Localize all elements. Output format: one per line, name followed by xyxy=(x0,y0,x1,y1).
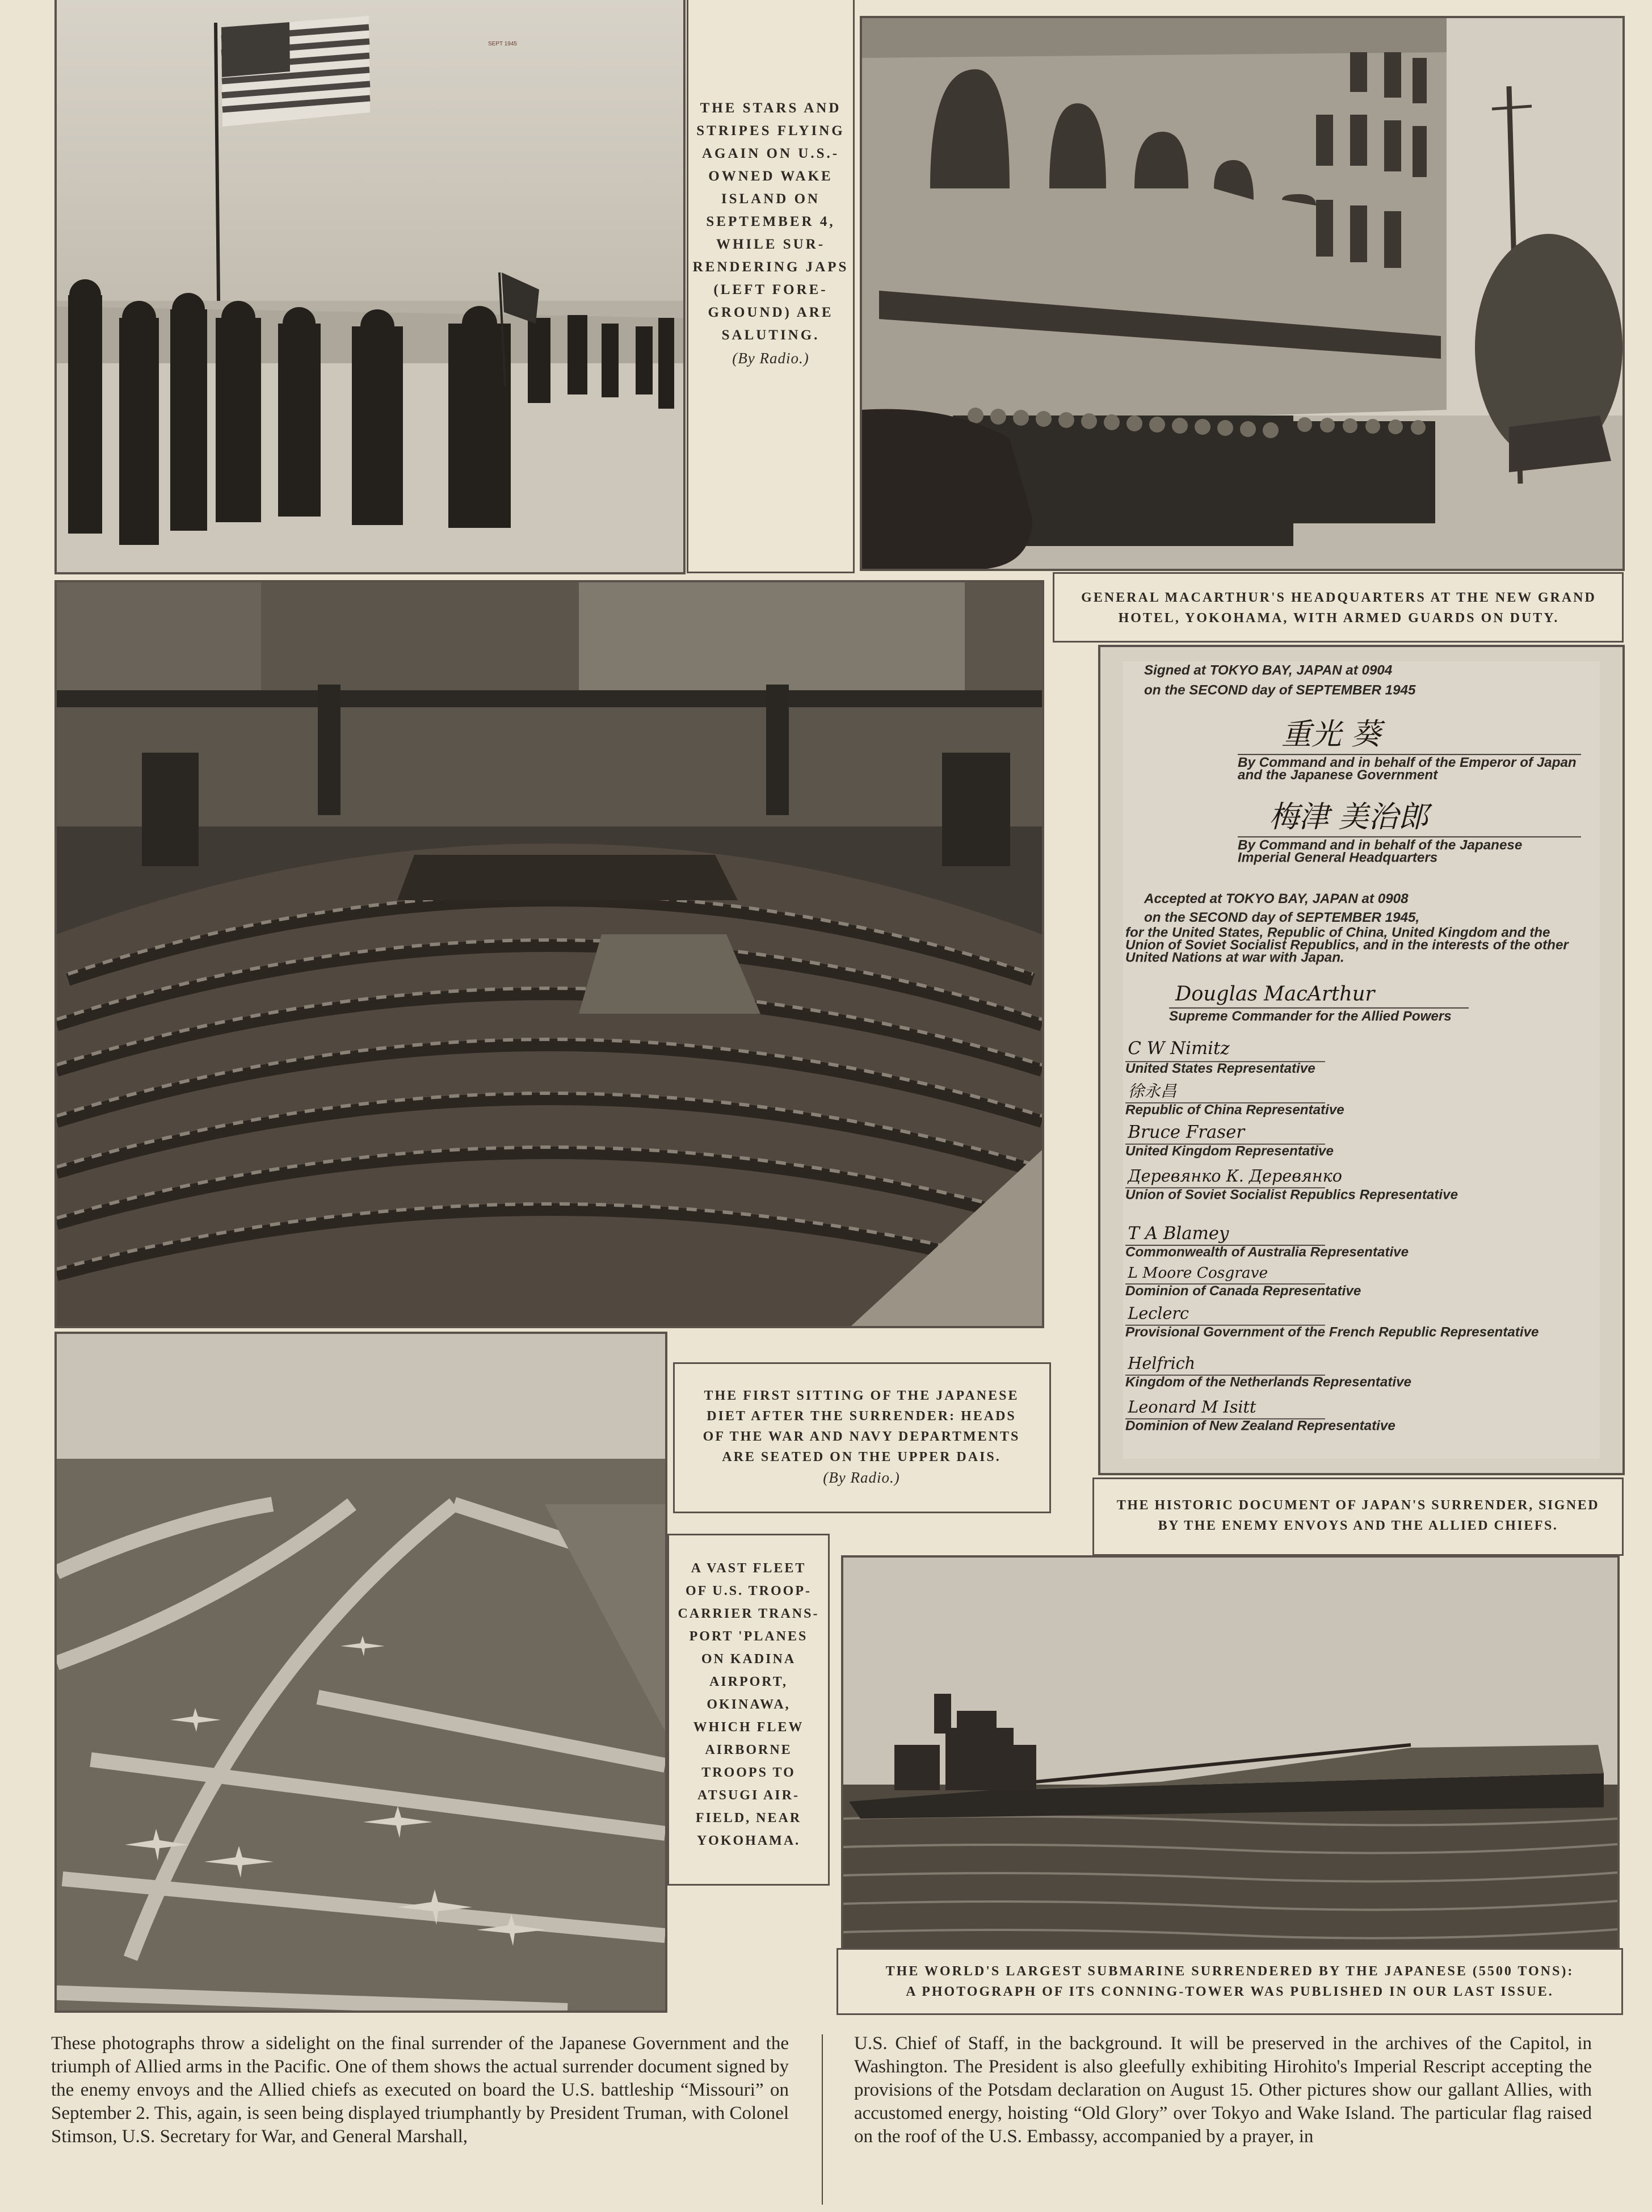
diet-photo xyxy=(54,580,1044,1328)
doc-accepted-at: Accepted at TOKYO BAY, JAPAN at 0908 xyxy=(1144,891,1409,906)
diet-caption-box xyxy=(673,1362,1051,1513)
fleet-caption-line: PORT 'PLANES xyxy=(689,1629,808,1644)
submarine-caption-line: A PHOTOGRAPH OF ITS CONNING-TOWER WAS PUBLISHED IN OUR LAST ISSUE. xyxy=(906,1984,1554,1999)
doc-note: Union of Soviet Socialist Republics, and in the interests of the other xyxy=(1125,937,1569,953)
doc-note: Supreme Commander for the Allied Powers xyxy=(1169,1008,1452,1024)
fleet-caption-line: CARRIER TRANS- xyxy=(678,1606,819,1621)
fleet-caption-line: AIRPORT, xyxy=(709,1674,788,1689)
wake-island-photo xyxy=(54,0,686,574)
document-caption xyxy=(1104,1495,1612,1536)
doc-rep-label: United States Representative xyxy=(1125,1061,1315,1077)
wake-caption-line: SALUTING. xyxy=(721,328,820,343)
article-column-2: U.S. Chief of Staff, in the background. It will be preserved in the archives of the Capitol, in Washington. The President is also gleefully exhibiting Hirohito's Imperial Rescript accepting the provisions of the Potsdam declaration on August 15. Other pictures show our gallant Allies, with accustomed energy, hoisting “Old Glory” over Tokyo and Wake Island. The particular flag raised on the roof of the U.S. Embassy, accompanied by a prayer, in xyxy=(854,2033,1592,2147)
wake-caption-line: AGAIN ON U.S.- xyxy=(701,146,840,161)
hq-caption-line: GENERAL MACARTHUR'S HEADQUARTERS AT THE NEW GRAND xyxy=(1081,590,1596,605)
doc-rep-signature: Helfrich xyxy=(1128,1353,1196,1373)
doc-rep-signature: Деревянко К. Деревянко xyxy=(1128,1166,1342,1186)
fleet-caption-line: OKINAWA, xyxy=(707,1697,791,1712)
kadina-airport-photo xyxy=(54,1332,667,2013)
wake-photo-mark: SEPT 1945 xyxy=(488,41,517,47)
wake-caption-line: GROUND) ARE xyxy=(708,305,834,320)
wake-caption-line: (LEFT FORE- xyxy=(713,282,828,297)
wake-caption-line: RENDERING JAPS xyxy=(692,259,849,275)
diet-caption-line: THE FIRST SITTING OF THE JAPANESE xyxy=(704,1388,1019,1403)
doc-rep-signature: C W Nimitz xyxy=(1128,1038,1230,1059)
doc-rep-label: Dominion of Canada Representative xyxy=(1125,1283,1361,1299)
fleet-caption-line: A VAST FLEET xyxy=(691,1561,806,1576)
submarine-caption-box xyxy=(836,1948,1623,2015)
doc-rep-label: Republic of China Representative xyxy=(1125,1102,1344,1118)
document-caption-box xyxy=(1092,1478,1624,1556)
diet-caption-credit: (By Radio.) xyxy=(823,1469,900,1486)
submarine-caption-line: THE WORLD'S LARGEST SUBMARINE SURRENDERED BY THE JAPANESE (5500 TONS): xyxy=(885,1964,1574,1979)
wake-caption-line: WHILE SUR- xyxy=(716,237,826,252)
doc-macarthur-signature: Douglas MacArthur xyxy=(1175,982,1375,1006)
doc-note: Imperial General Headquarters xyxy=(1238,850,1438,866)
doc-rep-label: Kingdom of the Netherlands Representative xyxy=(1125,1374,1411,1390)
fleet-caption-box xyxy=(667,1534,830,1886)
doc-signed-on: on the SECOND day of SEPTEMBER 1945 xyxy=(1144,682,1416,698)
wake-caption-credit: (By Radio.) xyxy=(732,350,809,367)
wake-caption-line: ISLAND ON xyxy=(721,191,821,207)
wake-caption-line: SEPTEMBER 4, xyxy=(706,214,835,229)
doc-rep-signature: Leclerc xyxy=(1128,1303,1189,1323)
doc-note: By Command and in behalf of the Japanese xyxy=(1238,837,1523,853)
diet-caption-line: ARE SEATED ON THE UPPER DAIS. xyxy=(722,1450,1001,1464)
doc-rep-label: Dominion of New Zealand Representative xyxy=(1125,1418,1395,1434)
doc-rep-signature: Leonard M Isitt xyxy=(1128,1397,1256,1417)
surrender-document-photo xyxy=(1098,645,1625,1475)
wake-caption-line: OWNED WAKE xyxy=(708,169,833,184)
wake-caption-line: STRIPES FLYING xyxy=(696,123,845,138)
fleet-caption-line: ON KADINA xyxy=(701,1652,796,1667)
wake-caption-line: THE STARS AND xyxy=(700,100,842,116)
doc-note: By Command and in behalf of the Emperor of Japan xyxy=(1238,755,1577,771)
column-divider xyxy=(822,2034,823,2205)
document-caption-line: BY THE ENEMY ENVOYS AND THE ALLIED CHIEFS. xyxy=(1158,1518,1558,1533)
fleet-caption-line: FIELD, NEAR xyxy=(695,1811,802,1825)
hq-caption-box xyxy=(1053,572,1624,643)
fleet-caption xyxy=(669,1557,828,1852)
fleet-caption-line: OF U.S. TROOP- xyxy=(685,1584,812,1598)
doc-note: for the United States, Republic of China, United Kingdom and the xyxy=(1125,925,1550,941)
doc-rep-label: United Kingdom Representative xyxy=(1125,1143,1334,1159)
wake-caption xyxy=(688,97,853,370)
submarine-photo xyxy=(841,1555,1620,1951)
doc-rep-signature: 徐永昌 xyxy=(1128,1081,1177,1101)
diet-caption-line: OF THE WAR AND NAVY DEPARTMENTS xyxy=(703,1429,1020,1444)
document-caption-line: THE HISTORIC DOCUMENT OF JAPAN'S SURRENDER, SIGNED xyxy=(1116,1498,1600,1513)
fleet-caption-line: TROOPS TO xyxy=(701,1765,796,1780)
doc-rep-label: Provisional Government of the French Republic Representative xyxy=(1125,1324,1539,1340)
fleet-caption-line: WHICH FLEW xyxy=(693,1720,804,1735)
doc-shigemitsu-signature: 重光 葵 xyxy=(1281,717,1381,752)
doc-rep-signature: Bruce Fraser xyxy=(1128,1122,1245,1143)
fleet-caption-line: YOKOHAMA. xyxy=(696,1833,801,1848)
doc-rep-signature: T A Blamey xyxy=(1128,1223,1229,1244)
doc-umezu-signature: 梅津 美治郎 xyxy=(1269,799,1428,834)
wake-caption-box xyxy=(687,0,855,573)
fleet-caption-line: AIRBORNE xyxy=(705,1743,792,1757)
doc-accepted-on: on the SECOND day of SEPTEMBER 1945, xyxy=(1144,910,1420,925)
doc-signed-at: Signed at TOKYO BAY, JAPAN at 0904 xyxy=(1144,662,1393,678)
doc-rep-label: Commonwealth of Australia Representative xyxy=(1125,1244,1409,1260)
doc-rep-signature: L Moore Cosgrave xyxy=(1128,1264,1268,1282)
submarine-caption xyxy=(856,1961,1603,2002)
diet-caption-line: DIET AFTER THE SURRENDER: HEADS xyxy=(707,1409,1016,1424)
doc-note: United Nations at war with Japan. xyxy=(1125,950,1344,966)
fleet-caption-line: ATSUGI AIR- xyxy=(697,1788,800,1803)
surrender-document xyxy=(1100,647,1622,1473)
doc-note: and the Japanese Government xyxy=(1238,767,1438,783)
doc-rep-label: Union of Soviet Socialist Republics Representative xyxy=(1125,1187,1458,1203)
hq-caption-line: HOTEL, YOKOHAMA, WITH ARMED GUARDS ON DUTY. xyxy=(1118,611,1559,626)
grand-hotel-photo xyxy=(860,16,1625,571)
article-column-1: These photographs throw a sidelight on the final surrender of the Japanese Government and the triumph of Allied arms in the Pacific. One of them shows the actual surrender document signed by the enemy envoys and the Allied chiefs as executed on board the U.S. battleship “Missouri” on September 2. This, again, is seen being displayed triumphantly by President Truman, with Colonel Stimson, U.S. Secretary for War, and General Marshall, xyxy=(51,2033,789,2147)
hq-caption xyxy=(1075,587,1603,628)
diet-caption xyxy=(688,1386,1035,1488)
